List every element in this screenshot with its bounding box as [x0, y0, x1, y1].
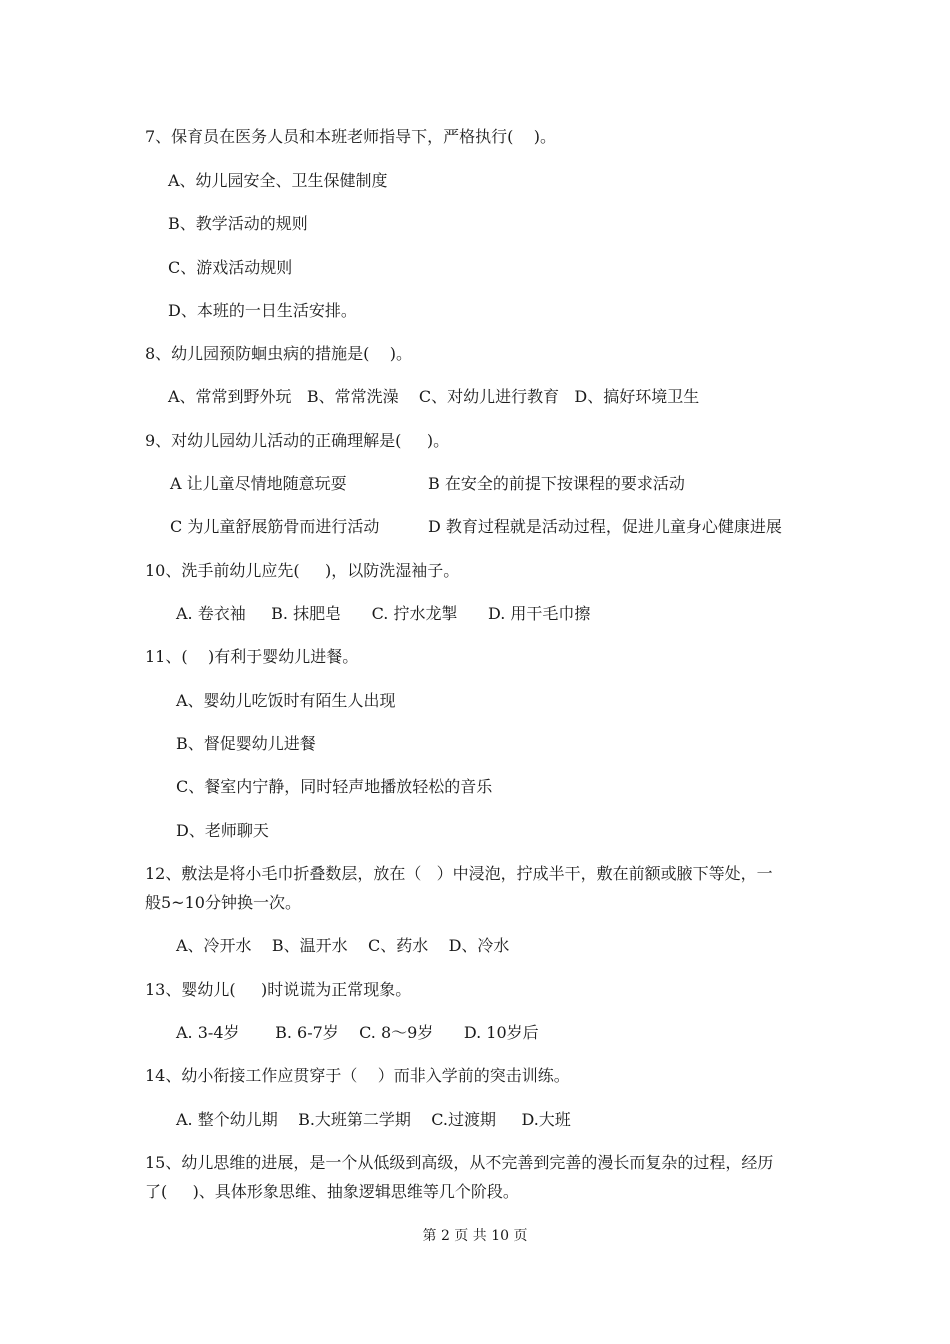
question-7-option-d: D、本班的一日生活安排。: [168, 301, 357, 320]
page-number-footer: 第 2 页 共 10 页: [422, 1228, 528, 1244]
question-12-stem-line-1: 12、敷法是将小毛巾折叠数层，放在（ ）中浸泡，拧成半干，敷在前额或腋下等处，一: [145, 864, 773, 883]
question-12-stem-line-2: 般5~10分钟换一次。: [145, 893, 301, 912]
question-15-stem-line-1: 15、幼儿思维的进展，是一个从低级到高级，从不完善到完善的漫长而复杂的过程，经历: [145, 1153, 774, 1172]
question-10-stem: 10、洗手前幼儿应先( )，以防洗湿袖子。: [145, 561, 460, 580]
question-9-option-c: C 为儿童舒展筋骨而进行活动: [170, 517, 380, 536]
question-8-stem: 8、幼儿园预防蛔虫病的措施是( )。: [145, 344, 413, 363]
question-15-stem-line-2: 了( )、具体形象思维、抽象逻辑思维等几个阶段。: [145, 1182, 519, 1201]
question-12-options: A、冷开水 B、温开水 C、药水 D、冷水: [176, 936, 510, 955]
question-11-option-d: D、老师聊天: [176, 821, 269, 840]
question-8-options: A、常常到野外玩 B、常常洗澡 C、对幼儿进行教育 D、搞好环境卫生: [168, 387, 700, 406]
question-7-option-a: A、幼儿园安全、卫生保健制度: [168, 171, 388, 190]
question-9-stem: 9、对幼儿园幼儿活动的正确理解是( )。: [145, 431, 450, 450]
question-7-option-c: C、游戏活动规则: [168, 258, 293, 277]
question-7-option-b: B、教学活动的规则: [168, 214, 308, 233]
question-11-stem: 11、( )有利于婴幼儿进餐。: [145, 647, 359, 666]
question-14-stem: 14、幼小衔接工作应贯穿于（ ）而非入学前的突击训练。: [145, 1066, 570, 1085]
question-9-option-d: D 教育过程就是活动过程，促进儿童身心健康进展: [428, 517, 782, 536]
question-9-option-b: B 在安全的前提下按课程的要求活动: [428, 474, 685, 493]
question-11-option-b: B、督促婴幼儿进餐: [176, 734, 316, 753]
question-11-option-a: A、婴幼儿吃饭时有陌生人出现: [176, 691, 396, 710]
question-11-option-c: C、餐室内宁静，同时轻声地播放轻松的音乐: [176, 777, 493, 796]
question-14-options: A. 整个幼儿期 B.大班第二学期 C.过渡期 D.大班: [176, 1110, 571, 1129]
question-9-option-a: A 让儿童尽情地随意玩耍: [170, 474, 347, 493]
question-10-options: A. 卷衣袖 B. 抹肥皂 C. 拧水龙掣 D. 用干毛巾擦: [176, 604, 591, 623]
question-7-stem: 7、保育员在医务人员和本班老师指导下，严格执行( )。: [145, 127, 557, 146]
question-13-stem: 13、婴幼儿( )时说谎为正常现象。: [145, 980, 412, 999]
question-13-options: A. 3-4岁 B. 6-7岁 C. 8～9岁 D. 10岁后: [176, 1023, 539, 1042]
